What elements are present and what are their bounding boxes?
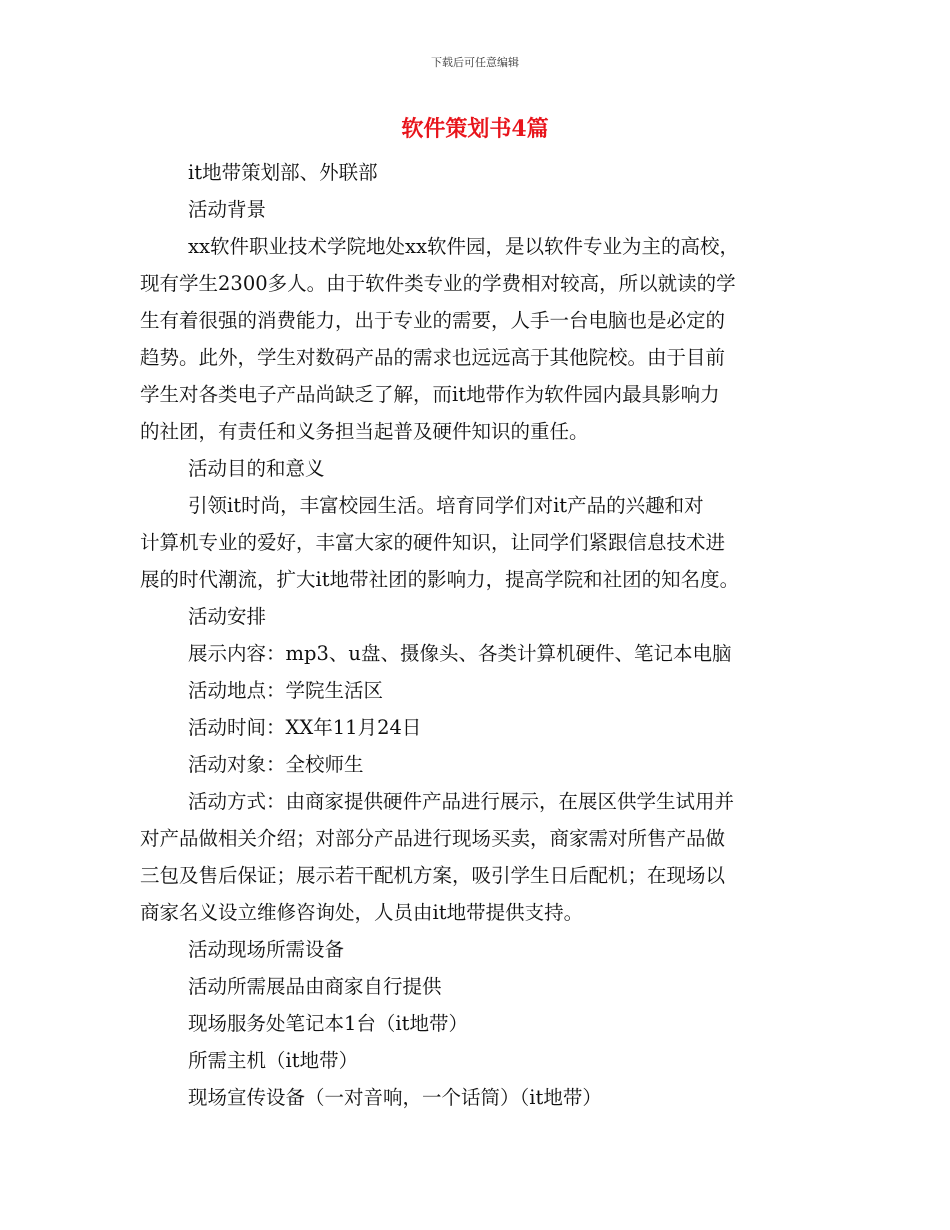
paragraph-line: 引领it时尚，丰富校园生活。培育同学们对it产品的兴趣和对 — [188, 494, 704, 517]
paragraph-line: 展的时代潮流，扩大it地带社团的影响力，提高学院和社团的知名度。 — [140, 568, 740, 591]
body-paragraph — [140, 487, 820, 598]
paragraph-line: 趋势。此外，学生对数码产品的需求也远远高于其他院校。由于目前 — [140, 346, 726, 369]
document-title: 软件策划书4篇 — [401, 116, 549, 142]
paragraph-line: it地带策划部、外联部 — [188, 161, 378, 184]
paragraph-line: 活动方式：由商家提供硬件产品进行展示，在展区供学生试用并 — [188, 790, 735, 813]
body-paragraph — [140, 931, 820, 968]
paragraph-line: 活动所需展品由商家自行提供 — [188, 975, 442, 998]
body-paragraph — [140, 154, 820, 191]
paragraph-line: 展示内容：mp3、u盘、摄像头、各类计算机硬件、笔记本电脑 — [188, 642, 732, 665]
paragraph-line: 现场服务处笔记本1台（it地带） — [188, 1012, 468, 1035]
paragraph-line: 活动安排 — [188, 605, 267, 628]
paragraph-line: 活动目的和意义 — [188, 457, 325, 480]
document-body — [140, 154, 820, 1116]
body-paragraph — [140, 228, 820, 450]
paragraph-line: 的社团，有责任和义务担当起普及硬件知识的重任。 — [140, 420, 589, 443]
body-paragraph — [140, 450, 820, 487]
body-paragraph — [140, 1079, 820, 1116]
paragraph-line: 现有学生2300多人。由于软件类专业的学费相对较高，所以就读的学 — [140, 272, 736, 295]
body-paragraph — [140, 783, 820, 931]
paragraph-line: 三包及售后保证；展示若干配机方案，吸引学生日后配机；在现场以 — [140, 864, 726, 887]
body-paragraph — [140, 635, 820, 672]
body-paragraph — [140, 709, 820, 746]
body-paragraph — [140, 1042, 820, 1079]
paragraph-line: 对产品做相关介绍；对部分产品进行现场买卖，商家需对所售产品做 — [140, 827, 726, 850]
paragraph-line: 现场宣传设备（一对音响，一个话筒）（it地带） — [188, 1086, 602, 1109]
paragraph-line: 活动对象：全校师生 — [188, 753, 364, 776]
paragraph-line: 商家名义设立维修咨询处，人员由it地带提供支持。 — [140, 901, 584, 924]
body-paragraph — [140, 968, 820, 1005]
body-paragraph — [140, 598, 820, 635]
paragraph-line: 活动现场所需设备 — [188, 938, 345, 961]
paragraph-line: 所需主机（it地带） — [188, 1049, 359, 1072]
paragraph-line: xx软件职业技术学院地处xx软件园，是以软件专业为主的高校， — [188, 235, 739, 258]
paragraph-line: 活动背景 — [188, 198, 267, 221]
body-paragraph — [140, 1005, 820, 1042]
body-paragraph — [140, 746, 820, 783]
paragraph-line: 计算机专业的爱好，丰富大家的硬件知识，让同学们紧跟信息技术进 — [140, 531, 726, 554]
body-paragraph — [140, 191, 820, 228]
paragraph-line: 活动时间：XX年11月24日 — [188, 716, 422, 739]
paragraph-line: 活动地点：学院生活区 — [188, 679, 384, 702]
body-paragraph — [140, 672, 820, 709]
header-note: 下载后可任意编辑 — [431, 56, 519, 69]
paragraph-line: 学生对各类电子产品尚缺乏了解，而it地带作为软件园内最具影响力 — [140, 383, 720, 406]
paragraph-line: 生有着很强的消费能力，出于专业的需要，人手一台电脑也是必定的 — [140, 309, 726, 332]
